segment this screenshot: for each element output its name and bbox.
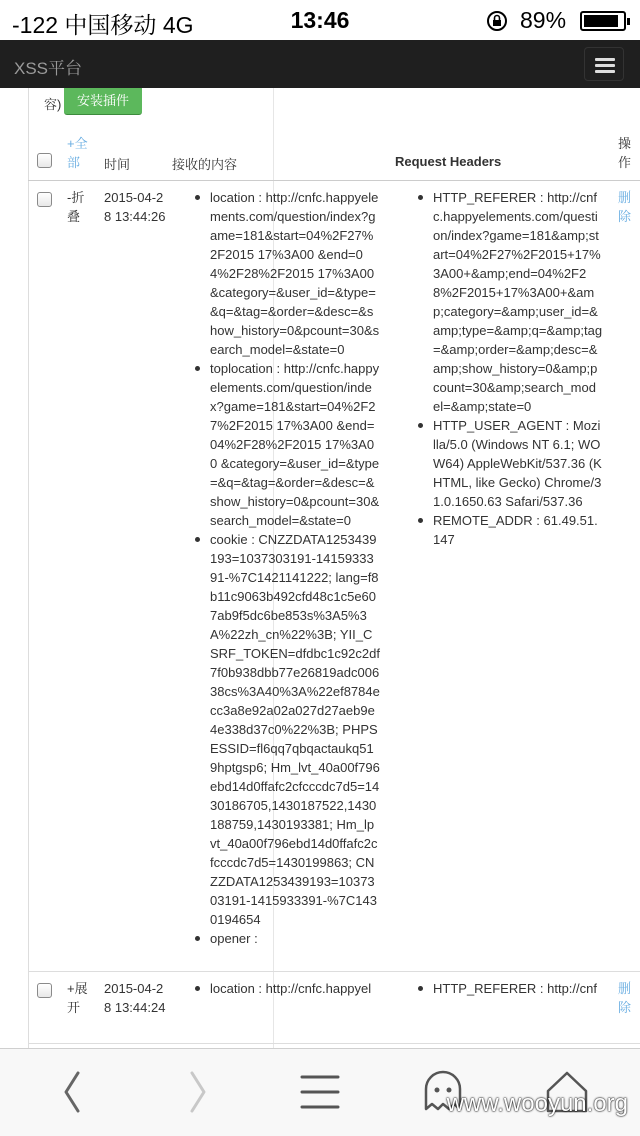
- watermark: www.wooyun.org: [446, 1090, 628, 1117]
- page-content: [0, 88, 640, 1048]
- content-item-opener: opener :: [194, 929, 380, 948]
- header-action: 操作: [618, 136, 632, 170]
- header-divider: [28, 180, 640, 181]
- header-content: 接收的内容: [172, 157, 238, 172]
- row-content-list: [194, 188, 380, 948]
- header-time: 时间: [104, 157, 131, 172]
- row-expand-link[interactable]: +展开: [67, 981, 88, 1015]
- row-headers-list: [417, 188, 603, 549]
- row-time: 2015-04-28 13:44:24: [104, 981, 166, 1015]
- back-icon[interactable]: [48, 1069, 98, 1115]
- content-item-location: location : http://cnfc.happyel: [194, 979, 394, 998]
- partial-label: 容): [44, 97, 62, 112]
- row-collapse-link[interactable]: -折叠: [67, 190, 85, 224]
- row-headers-list: [417, 979, 617, 998]
- table-border: [28, 88, 29, 1048]
- toggle-all-link[interactable]: +全部: [67, 136, 88, 170]
- row-checkbox[interactable]: [37, 192, 52, 207]
- navbar: [0, 40, 640, 88]
- header-item-user-agent: HTTP_USER_AGENT : Mozilla/5.0 (Windows NT 6.1; WOW64) AppleWebKit/537.36 (KHTML, like Gecko) Chrome/31.0.1650.63 Safari/537.36: [417, 416, 603, 511]
- status-bar: [0, 0, 640, 40]
- brand-title[interactable]: XSS平台: [14, 59, 83, 78]
- select-all-checkbox[interactable]: [37, 153, 52, 168]
- rotation-lock-icon: [486, 10, 508, 32]
- header-item-referer: HTTP_REFERER : http://cnf: [417, 979, 617, 998]
- carrier-label: -122 中国移动 4G: [12, 12, 194, 38]
- content-item-cookie: cookie : CNZZDATA1253439193=1037303191-1415933391-%7C1421141222; lang=f8b11c9063b492cfd48c1c5e607ab9f5dc6be853s%3A5%3A%22zh_cn%22%3B; YII_CSRF_TOKEN=dfdbc1c92c2df7f0b938dbb77e26819adc00638cs%3A40%3A%22ef8784ecc3a8e92a02a027d27aeb9e4e338d37c0%22%3B; PHPSESSID=fl6qq7qbqactaukq519hptgsp6; Hm_lvt_40a00f796ebd14d0ffafc2cfcccdc7d5=1430186705,1430187522,1430188759,1430193381; Hm_lpvt_40a00f796ebd14d0ffafc2cfcccdc7d5=1430199863; CNZZDATA1253439193=1037303191-1415933391-%7C1430194654: [194, 530, 380, 929]
- forward-icon[interactable]: [172, 1069, 222, 1115]
- menu-toggle-button[interactable]: [584, 47, 624, 81]
- content-item-location: location : http://cnfc.happyelements.com/question/index?game=181&start=04%2F27%2F2015 17%3A00 &end=04%2F28%2F2015 17%3A00 &category=&user_id=&type=&q=&tag=&order=&desc=&show_history=0&pcount=30&search_model=&state=0: [194, 188, 380, 359]
- header-request-headers: Request Headers: [395, 154, 502, 169]
- header-item-remote-addr: REMOTE_ADDR : 61.49.51.147: [417, 511, 603, 549]
- clock: 13:46: [290, 7, 350, 33]
- row-divider: [28, 971, 640, 972]
- delete-link[interactable]: 删除: [618, 190, 632, 224]
- row-content-list: [194, 979, 394, 998]
- row-divider: [28, 1043, 640, 1044]
- header-item-referer: HTTP_REFERER : http://cnfc.happyelements.com/question/index?game=181&amp;start=04%2F27%2F2015+17%3A00+&amp;end=04%2F28%2F2015+17%3A00+&amp;category=&amp;user_id=&amp;type=&amp;q=&amp;tag=&amp;order=&amp;desc=&amp;show_history=0&amp;pcount=30&amp;search_model=&amp;state=0: [417, 188, 603, 416]
- row-time: 2015-04-28 13:44:26: [104, 190, 166, 224]
- row-checkbox[interactable]: [37, 983, 52, 998]
- battery-percent: 89%: [520, 7, 567, 33]
- delete-link[interactable]: 删除: [618, 981, 632, 1015]
- hamburger-icon: [595, 58, 615, 61]
- content-item-toplocation: toplocation : http://cnfc.happyelements.com/question/index?game=181&start=04%2F27%2F2015 17%3A00 &end=04%2F28%2F2015 17%3A00 &category=&user_id=&type=&q=&tag=&order=&desc=&show_history=0&pcount=30&search_model=&state=0: [194, 359, 380, 530]
- menu-icon[interactable]: [295, 1069, 345, 1115]
- battery-icon: [580, 11, 626, 31]
- install-plugin-button[interactable]: 安装插件: [64, 88, 142, 115]
